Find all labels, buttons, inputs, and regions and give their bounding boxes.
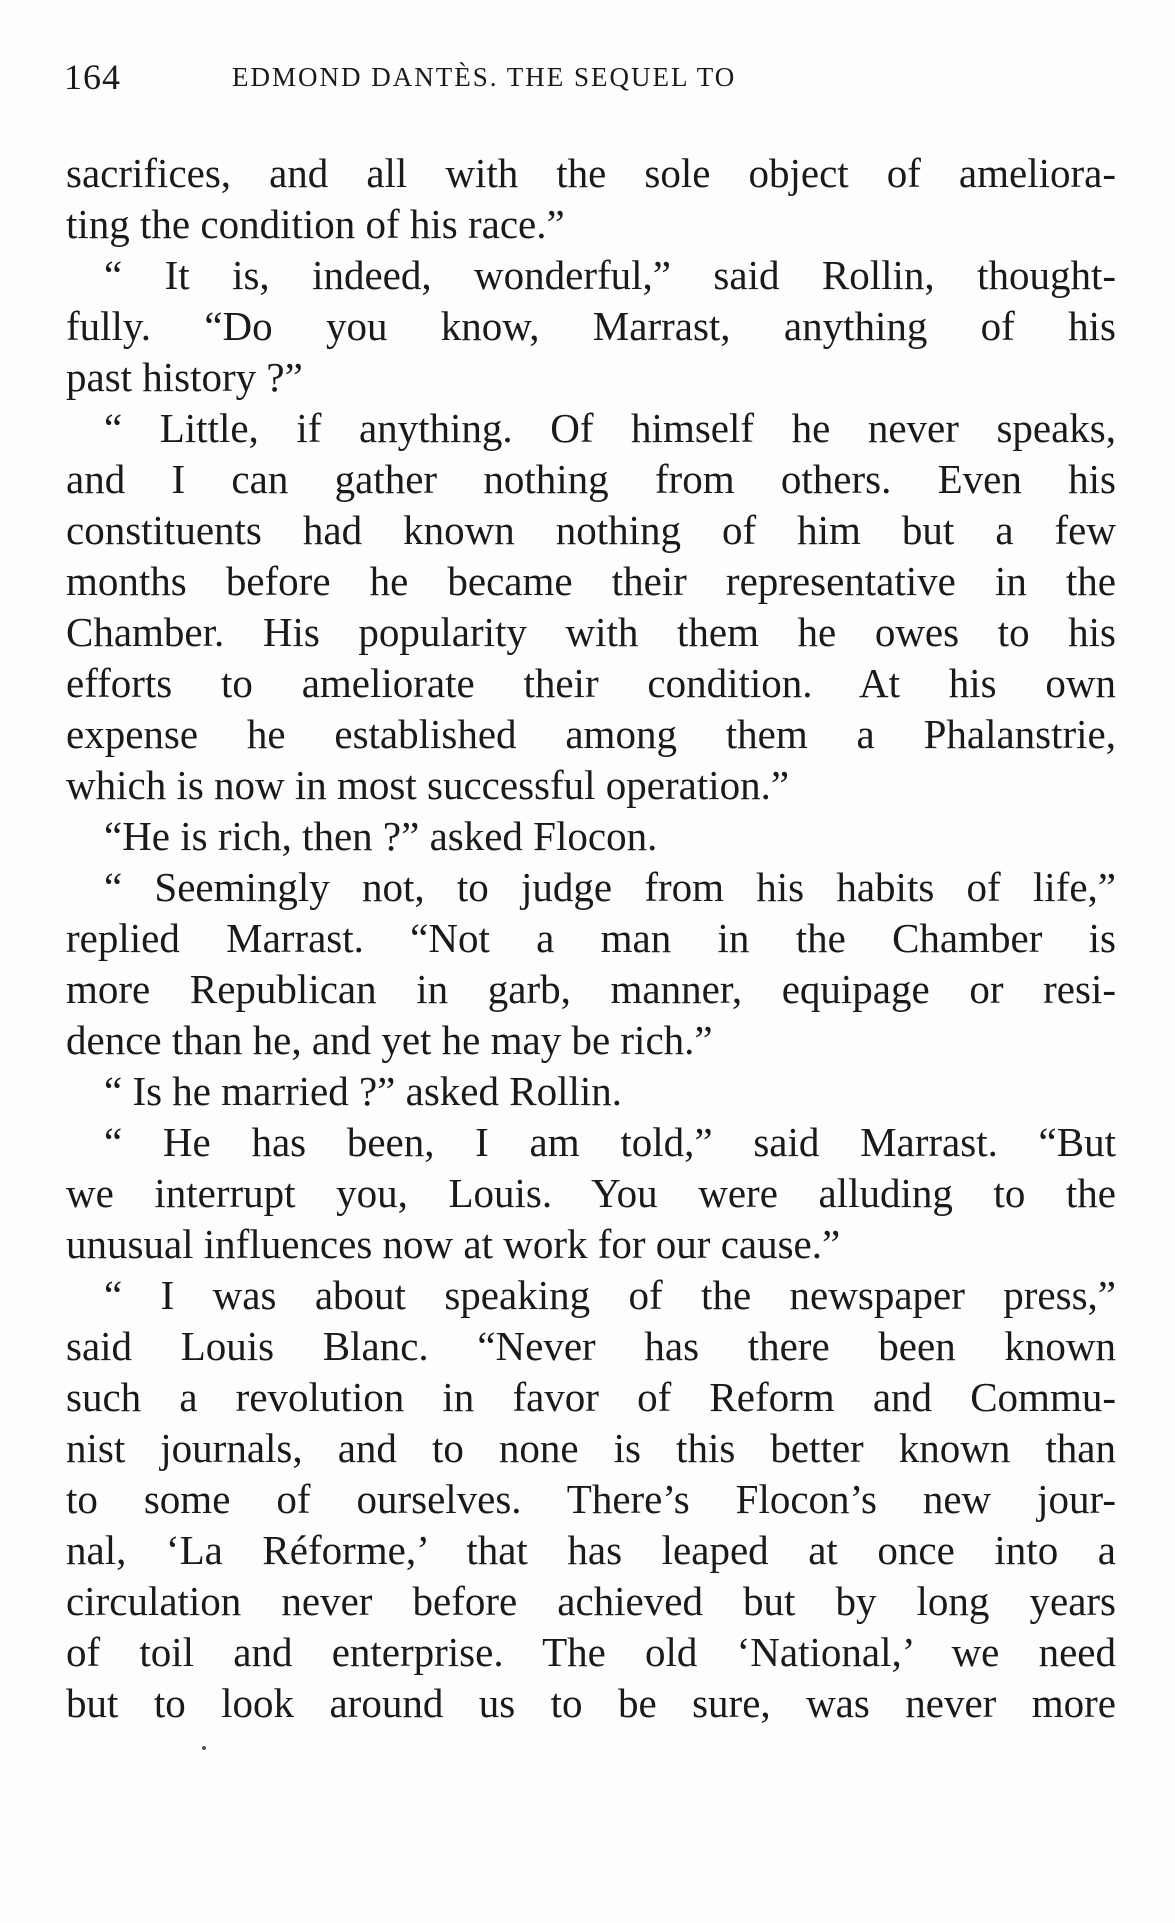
text-line: such a revolution in favor of Reform and Commu- xyxy=(66,1374,1116,1420)
text-line: “ Seemingly not, to judge from his habits of life,” xyxy=(104,864,1116,910)
text-line: of toil and enterprise. The old ‘National,’ we need xyxy=(66,1629,1116,1675)
text-line: more Republican in garb, manner, equipage or resi- xyxy=(66,966,1116,1012)
text-line: “ I was about speaking of the newspaper press,” xyxy=(104,1272,1116,1318)
running-title: EDMOND DANTÈS. THE SEQUEL TO xyxy=(232,62,737,92)
text-line: replied Marrast. “Not a man in the Chamber is xyxy=(66,915,1116,961)
text-line: ting the condition of his race.” xyxy=(66,201,565,247)
text-line: efforts to ameliorate their condition. At his own xyxy=(66,660,1116,706)
page-number: 164 xyxy=(64,57,121,97)
text-line: circulation never before achieved but by long years xyxy=(66,1578,1116,1624)
text-line: “He is rich, then ?” asked Flocon. xyxy=(104,813,658,859)
text-line: “ Is he married ?” asked Rollin. xyxy=(104,1068,623,1114)
text-line: dence than he, and yet he may be rich.” xyxy=(66,1017,713,1063)
body-text xyxy=(66,148,1116,1729)
text-line: but to look around us to be sure, was never more xyxy=(66,1680,1116,1726)
text-line: “ He has been, I am told,” said Marrast. “But xyxy=(104,1119,1116,1165)
text-line: unusual influences now at work for our cause.” xyxy=(66,1221,841,1267)
text-line: said Louis Blanc. “Never has there been known xyxy=(66,1323,1116,1369)
text-line: “ It is, indeed, wonderful,” said Rollin, thought- xyxy=(104,252,1116,298)
running-head xyxy=(64,52,1124,102)
text-line: to some of ourselves. There’s Flocon’s new jour- xyxy=(66,1476,1116,1522)
text-line: and I can gather nothing from others. Even his xyxy=(66,456,1116,502)
text-line: sacrifices, and all with the sole object of ameliora- xyxy=(66,150,1116,196)
text-line: constituents had known nothing of him but a few xyxy=(66,507,1116,553)
text-line: past history ?” xyxy=(66,354,303,400)
text-line: fully. “Do you know, Marrast, anything of his xyxy=(66,303,1116,349)
text-line: nist journals, and to none is this better known than xyxy=(66,1425,1116,1471)
text-line: which is now in most successful operation.” xyxy=(66,762,790,808)
text-line: expense he established among them a Phalanstrie, xyxy=(66,711,1116,757)
text-line: we interrupt you, Louis. You were alluding to the xyxy=(66,1170,1116,1216)
text-line: Chamber. His popularity with them he owes to his xyxy=(66,609,1116,655)
ink-speck xyxy=(202,1746,206,1750)
text-line: nal, ‘La Réforme,’ that has leaped at once into a xyxy=(66,1527,1116,1573)
text-line: months before he became their representative in the xyxy=(66,558,1116,604)
text-line: “ Little, if anything. Of himself he never speaks, xyxy=(104,405,1116,451)
